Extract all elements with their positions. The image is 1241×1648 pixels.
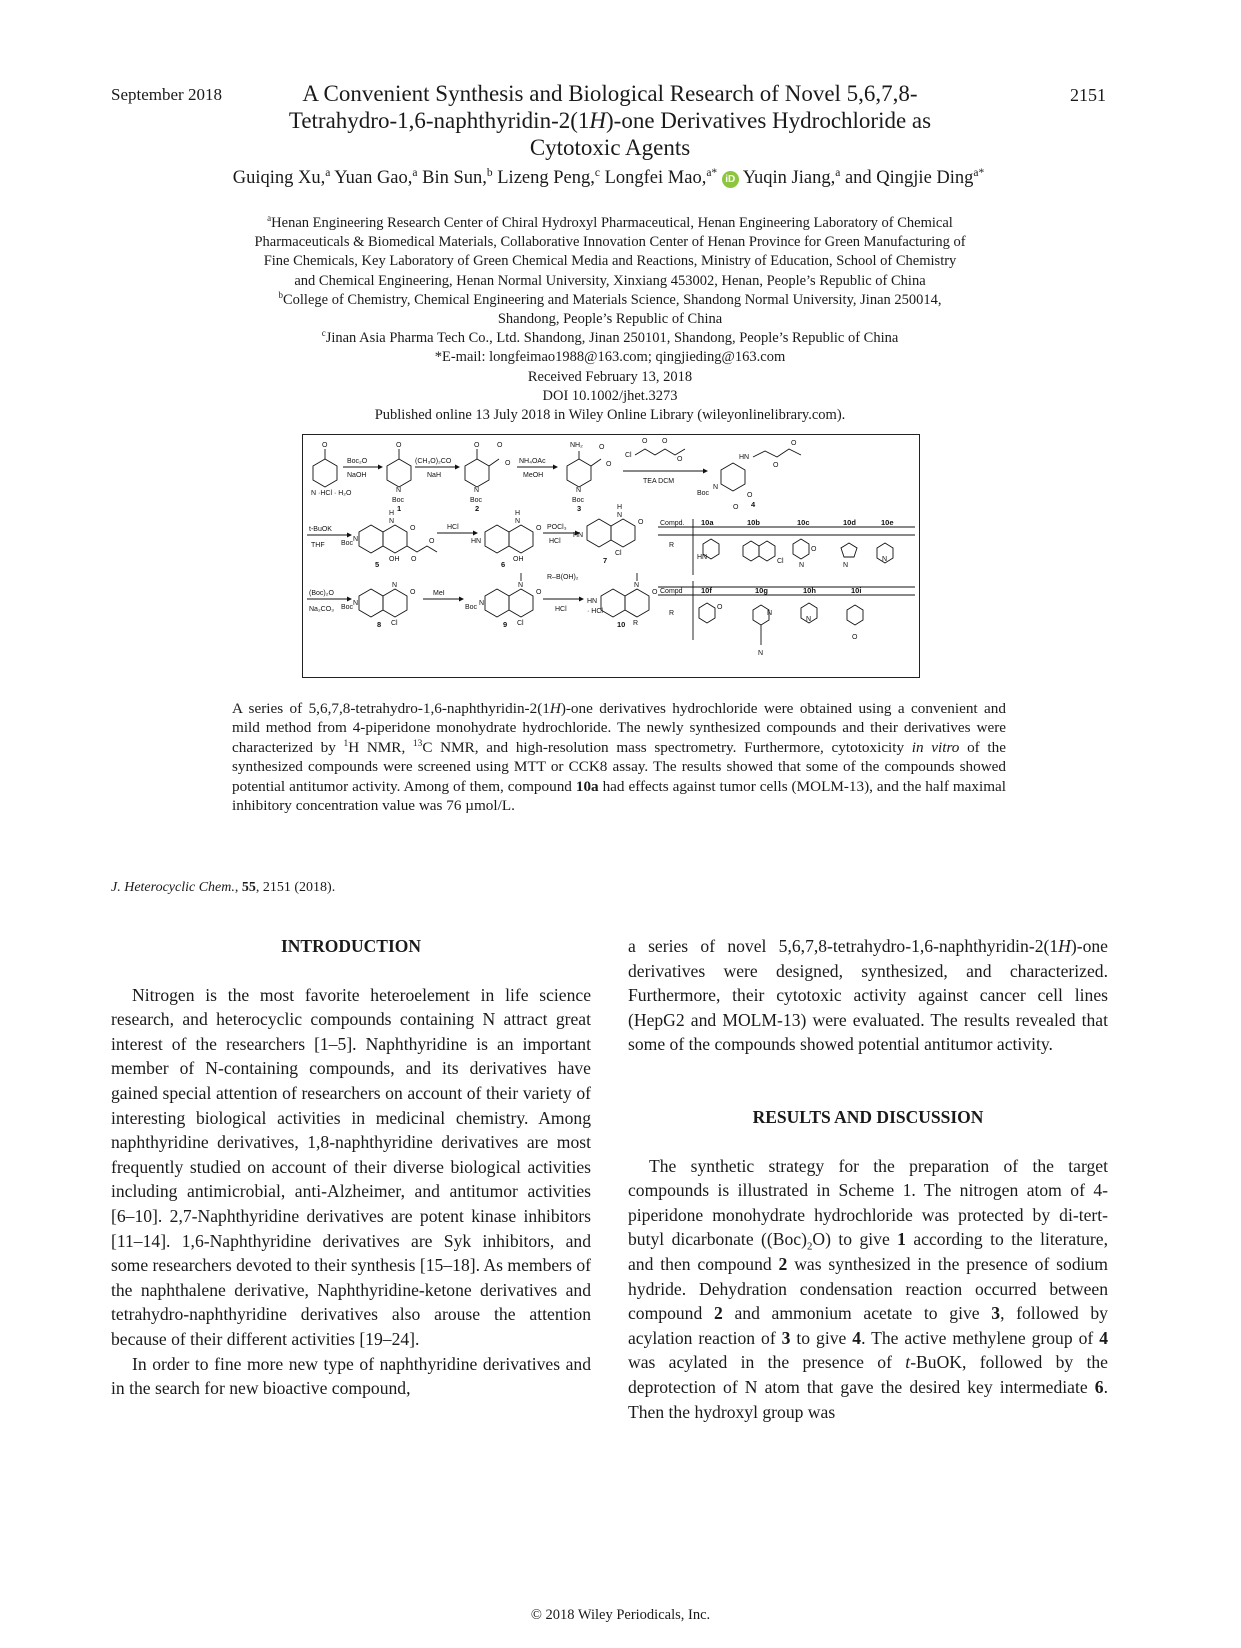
svg-text:O: O [396, 442, 402, 449]
arrow-step-2 [415, 458, 460, 479]
svg-text:O: O [733, 504, 739, 511]
svg-text:Boc: Boc [697, 490, 710, 497]
svg-text:O: O [536, 589, 542, 596]
svg-text:NaOH: NaOH [347, 472, 367, 479]
svg-text:O: O [322, 442, 328, 449]
svg-text:4: 4 [751, 500, 756, 509]
svg-text:Cl: Cl [625, 452, 632, 459]
compound-1 [387, 442, 411, 513]
svg-text:5: 5 [375, 560, 380, 569]
svg-text:HN: HN [697, 554, 708, 561]
svg-text:10e: 10e [881, 518, 894, 527]
svg-text:POCl₃: POCl₃ [547, 524, 567, 531]
svg-text:O: O [662, 438, 668, 445]
page-number: 2151 [1070, 85, 1106, 105]
arrow-step-1 [343, 458, 383, 479]
compound-2 [465, 442, 511, 513]
intro-paragraph-continued: a series of novel 5,6,7,8-tetrahydro-1,6-naphthyridin-2(1H)-one derivatives were designed, synthesized, and characterized. Furthermore, their cytotoxic activity against cancer cell lines (HepG2 and MOLM-13) were evaluated. The results revealed that some of the compounds showed potential antitumor activity. [628, 936, 1108, 1055]
svg-text:R: R [633, 620, 639, 627]
svg-text:O: O [811, 546, 817, 553]
svg-text:NH₄OAc: NH₄OAc [519, 458, 546, 465]
svg-text:10h: 10h [803, 586, 816, 595]
svg-text:O: O [497, 442, 503, 449]
svg-text:O: O [474, 442, 480, 449]
svg-text:O: O [411, 556, 417, 563]
svg-text:OH: OH [513, 556, 524, 563]
svg-text:N: N [353, 536, 359, 543]
svg-text:10c: 10c [797, 518, 810, 527]
svg-text:10g: 10g [755, 586, 768, 595]
svg-text:10: 10 [617, 620, 626, 629]
svg-text:Boc: Boc [392, 497, 405, 504]
affiliation-a-line: Pharmaceuticals & Biomedical Materials, Collaborative Innovation Center of Henan Province for Green Manufacturing of [254, 234, 966, 251]
svg-text:N: N [634, 582, 640, 589]
svg-text:Boc: Boc [470, 497, 483, 504]
svg-text:R–B(OH)₂: R–B(OH)₂ [547, 574, 579, 581]
svg-text:H: H [389, 510, 395, 517]
compound-5 [341, 510, 437, 569]
svg-text:Cl: Cl [615, 550, 622, 557]
svg-text:HN: HN [587, 598, 598, 605]
svg-text:N: N [806, 616, 812, 623]
svg-text:N: N [479, 600, 485, 607]
svg-text:N: N [758, 650, 764, 657]
svg-text:O: O [717, 604, 723, 611]
svg-text:(Boc)₂O: (Boc)₂O [309, 590, 334, 597]
svg-text:N: N [576, 487, 582, 494]
intro-paragraph-1: Nitrogen is the most favorite heteroelement in life science research, and heterocyclic compounds containing N attract great interest of the researchers [1–5]. Naphthyridine is an important member of N-containing compounds, and its derivatives have gained special attention of researchers on account of their variety of interesting biological activities in medicinal chemistry. Among naphthyridine derivatives, 1,8-naphthyridine derivatives are most frequently studied on account of their diverse biological activities including antimicrobial, anti-Alzheimer, and antitumor activities [6–10]. 2,7-Naphthyridine derivatives are potent kinase inhibitors [11–14]. 1,6-Naphthyridine derivatives are Syk inhibitors, and some researchers devoted to their synthesis [15–18]. As members of the naphthalene derivative, Naphthyridine-ketone derivatives and tetrahydro-naphthyridine derivatives also arouse the attention because of their different activities [19–24]. [111, 984, 591, 1349]
header-date: September 2018 [111, 85, 222, 104]
svg-text:THF: THF [311, 542, 325, 549]
svg-text:O: O [773, 462, 779, 469]
svg-text:O: O [606, 461, 612, 468]
svg-text:10a: 10a [701, 518, 714, 527]
svg-text:H: H [617, 504, 623, 511]
svg-text:N: N [396, 487, 402, 494]
author: Bin Sun,$^b$ [422, 166, 493, 188]
svg-text:N: N [392, 582, 398, 589]
arrow-step-3 [517, 458, 558, 479]
svg-text:10i: 10i [851, 586, 862, 595]
svg-text:H: H [515, 510, 521, 517]
arrow-step-9 [423, 590, 464, 602]
arrow-step-6 [437, 524, 478, 536]
svg-text:Cl: Cl [391, 620, 398, 627]
svg-text:HCl: HCl [549, 538, 561, 545]
svg-text:HCl: HCl [555, 606, 567, 613]
svg-text:2: 2 [475, 504, 480, 513]
svg-text:N: N [617, 512, 623, 519]
results-paragraph-1: The synthetic strategy for the preparation of the target compounds is illustrated in Scheme 1. The nitrogen atom of 4-piperidone monohydrate hydrochloride was protected by di-tert-butyl dicarbonate $((Boc)_2O)$ to give 1 according to the literature, and then compound 2 was synthesized in the presence of sodium hydride. Dehydration condensation reaction occurred between compound 2 and ammonium acetate to give 3, followed by acylation reaction of 3 to give 4. The active methylene group of 4 was acylated in the presence of t-BuOK, followed by the deprotection of N atom that gave the desired key intermediate 6. Then the hydroxyl group was [628, 1155, 1108, 1422]
svg-text:Na₂CO₃: Na₂CO₃ [309, 606, 335, 613]
compound-6 [471, 510, 542, 569]
svg-text:NH₂: NH₂ [570, 442, 583, 449]
compound-10 [587, 573, 658, 629]
svg-text:HN: HN [739, 454, 750, 461]
svg-text:N: N [767, 610, 773, 617]
svg-text:Boc: Boc [572, 497, 585, 504]
published-online: Published online 13 July 2018 in Wiley Online Library (wileyonlinelibrary.com). [374, 407, 846, 424]
arrow-step-10 [543, 574, 584, 613]
svg-text:HN: HN [573, 532, 584, 539]
intro-paragraph-2: In order to fine more new type of naphthyridine derivatives and in the search for new bioactive compound, [111, 1353, 591, 1399]
svg-text:8: 8 [377, 620, 382, 629]
author: and Qingjie Ding$^{a*}$ [844, 166, 985, 188]
svg-text:O: O [638, 519, 644, 526]
svg-text:O: O [599, 444, 605, 451]
title-line-3: Cytotoxic Agents [529, 135, 691, 160]
compound-3 [567, 442, 612, 513]
svg-text:NaH: NaH [427, 472, 442, 479]
paper-title [250, 80, 970, 161]
svg-text:HN: HN [471, 538, 482, 545]
author: Yuan Gao,$^a$ [334, 166, 418, 188]
svg-text:N: N [515, 518, 521, 525]
starting-material [311, 442, 352, 497]
r-group-table [658, 518, 915, 575]
title-line-1: A Convenient Synthesis and Biological Research of Novel 5,6,7,8- [302, 81, 918, 106]
svg-text:O: O [536, 525, 542, 532]
svg-text:R: R [669, 610, 675, 617]
affiliations [200, 214, 1020, 425]
author: Guiqing Xu,$^a$ [232, 166, 331, 188]
orcid-icon[interactable]: iD [722, 171, 739, 188]
svg-text:Compd.: Compd. [660, 520, 685, 527]
svg-text:O: O [652, 589, 658, 596]
svg-text:10f: 10f [701, 586, 712, 595]
author-list [111, 168, 1106, 189]
journal-citation: J. Heterocyclic Chem., 55, 2151 (2018). [111, 880, 336, 895]
svg-text:O: O [642, 438, 648, 445]
affiliation-b-line: Shandong, People’s Republic of China [497, 311, 723, 328]
svg-text:N: N [353, 600, 359, 607]
left-column [111, 934, 591, 1401]
abstract: A series of 5,6,7,8-tetrahydro-1,6-naphthyridin-2(1H)-one derivatives hydrochloride were obtained using a convenient and mild method from 4-piperidone monohydrate hydrochloride. The newly synthesized compounds and their derivatives were characterized by $^1$H NMR, $^{13}$C NMR, and high-resolution mass spectrometry. Furthermore, cytotoxicity in vitro of the synthesized compounds were screened using MTT or CCK8 assay. The results showed that some of the compounds showed potential antitumor activity. Among of them, compound 10a had effects against tumor cells (MOLM-13), and the half maximal inhibitory concentration value was 76 µmol/L. [232, 700, 1006, 815]
svg-text:MeOH: MeOH [523, 472, 544, 479]
svg-text:O: O [410, 525, 416, 532]
svg-text:R: R [669, 542, 675, 549]
svg-text:N: N [389, 518, 395, 525]
author: Lizeng Peng,$^c$ [497, 166, 600, 188]
section-heading-introduction: INTRODUCTION [280, 936, 422, 956]
svg-text:O: O [791, 440, 797, 447]
svg-text:N: N [843, 562, 849, 569]
svg-text:MeI: MeI [433, 590, 445, 597]
svg-text:TEA DCM: TEA DCM [643, 478, 675, 485]
affiliation-b-line: $^b$College of Chemistry, Chemical Engineering and Materials Science, Shandong Normal University, Jinan 250014, [278, 289, 942, 308]
affiliation-c-line: $^c$Jinan Asia Pharma Tech Co., Ltd. Shandong, Jinan 250101, Shandong, People’s Republic of China [321, 328, 899, 347]
svg-text:O: O [852, 634, 858, 641]
svg-text:9: 9 [503, 620, 508, 629]
svg-text:N: N [474, 487, 480, 494]
svg-text:O: O [747, 492, 753, 499]
r-group-table-row-2 [658, 581, 915, 657]
svg-text:O: O [505, 460, 511, 467]
received-date: Received February 13, 2018 [527, 368, 693, 385]
svg-text:t-BuOK: t-BuOK [309, 526, 332, 533]
svg-text:6: 6 [501, 560, 506, 569]
svg-text:OH: OH [389, 556, 400, 563]
svg-text:7: 7 [603, 556, 608, 565]
svg-text:N ·HCl · H₂O: N ·HCl · H₂O [311, 490, 352, 497]
compound-7 [573, 504, 644, 565]
svg-text:N: N [713, 484, 719, 491]
svg-text:N: N [882, 556, 888, 563]
svg-text:1: 1 [397, 504, 402, 513]
scheme-drawing [303, 435, 918, 676]
svg-text:HCl: HCl [447, 524, 459, 531]
copyright-footer: © 2018 Wiley Periodicals, Inc. [530, 1607, 711, 1623]
affiliation-a-line: $^a$Henan Engineering Research Center of Chiral Hydroxyl Pharmaceutical, Henan Engineering Laboratory of Chemical [267, 213, 953, 231]
svg-text:O: O [429, 538, 435, 545]
svg-text:Compd: Compd [660, 588, 683, 595]
svg-text:· HCl: · HCl [587, 608, 603, 615]
acyl-chloride-reagent [623, 438, 708, 485]
svg-text:Boc₂O: Boc₂O [347, 458, 368, 465]
compound-8 [341, 582, 416, 629]
section-heading-results: RESULTS AND DISCUSSION [752, 1106, 984, 1127]
svg-text:Boc: Boc [341, 540, 354, 547]
svg-text:3: 3 [577, 504, 582, 513]
author: Yuqin Jiang,$^a$ [742, 166, 841, 188]
email-line: *E-mail: longfeimao1988@163.com; qingjieding@163.com [434, 349, 786, 366]
affiliation-a-line: Fine Chemicals, Key Laboratory of Green Chemical Media and Reactions, Ministry of Education, School of Chemistry [263, 253, 957, 270]
svg-text:N: N [799, 562, 805, 569]
svg-text:Cl: Cl [777, 558, 784, 565]
svg-text:(CH₃O)₂CO: (CH₃O)₂CO [415, 458, 452, 465]
svg-text:Boc: Boc [465, 604, 478, 611]
right-column [628, 934, 1108, 1424]
svg-text:N: N [518, 582, 524, 589]
svg-text:10b: 10b [747, 518, 760, 527]
synthesis-scheme [302, 434, 920, 678]
author: Longfei Mao,$^{a*}$ [604, 166, 718, 188]
svg-text:O: O [677, 456, 683, 463]
svg-text:10d: 10d [843, 518, 856, 527]
doi: DOI 10.1002/jhet.3273 [542, 387, 678, 404]
affiliation-a-line: and Chemical Engineering, Henan Normal University, Xinxiang 453002, Henan, People’s Republic of China [294, 272, 926, 289]
title-line-2: Tetrahydro-1,6-naphthyridin-2(1H)-one Derivatives Hydrochloride as [288, 108, 932, 133]
svg-text:O: O [410, 589, 416, 596]
svg-text:Cl: Cl [517, 620, 524, 627]
compound-9 [465, 573, 542, 629]
svg-text:Boc: Boc [341, 604, 354, 611]
compound-4 [697, 440, 801, 511]
